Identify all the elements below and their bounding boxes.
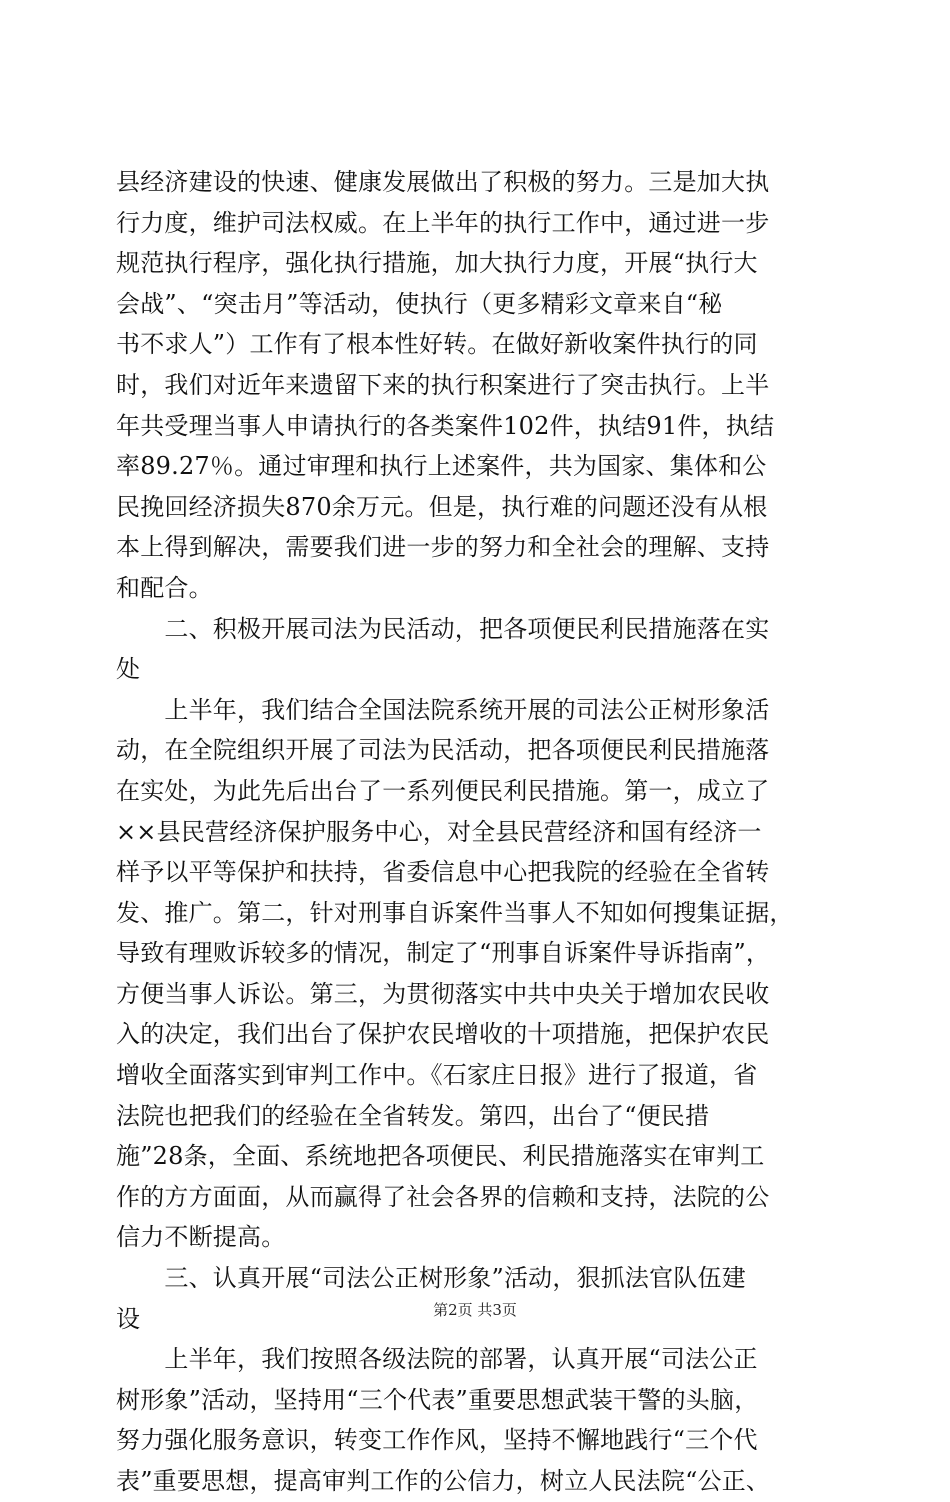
text-line: 信力不断提高。 xyxy=(116,1223,286,1252)
text-line: 在实处，为此先后出台了一系列便民利民措施。第一，成立了 xyxy=(116,776,770,805)
section-heading: 三、认真开展“司法公正树形象”活动，狠抓法官队伍建 xyxy=(116,1264,746,1293)
text-line: 会战”、“突击月”等活动，使执行（更多精彩文章来自“秘 xyxy=(116,289,723,318)
text-line: 树形象”活动，坚持用“三个代表”重要思想武装干警的头脑， xyxy=(116,1385,759,1414)
text-line: 方便当事人诉讼。第三，为贯彻落实中共中央关于增加农民收 xyxy=(116,979,770,1008)
text-line: 导致有理败诉较多的情况，制定了“刑事自诉案件导诉指南”， xyxy=(116,939,771,968)
text-line: 县经济建设的快速、健康发展做出了积极的努力。三是加大执 xyxy=(116,168,770,196)
text-line: 上半年，我们按照各级法院的部署，认真开展“司法公正 xyxy=(116,1345,758,1374)
text-line: 本上得到解决，需要我们进一步的努力和全社会的理解、支持 xyxy=(116,533,770,562)
section-heading: 设 xyxy=(116,1304,141,1333)
text-line: 作的方方面面，从而赢得了社会各界的信赖和支持，法院的公 xyxy=(116,1182,770,1211)
text-line: 率89.27％。通过审理和执行上述案件，共为国家、集体和公 xyxy=(116,452,767,481)
text-line: 民挽回经济损失870余万元。但是，执行难的问题还没有从根 xyxy=(116,492,768,521)
text-line: 表”重要思想，提高审判工作的公信力，树立人民法院“公正、 xyxy=(116,1467,771,1495)
section-heading: 二、积极开展司法为民活动，把各项便民利民措施落在实 xyxy=(116,614,770,643)
text-line: 和配合。 xyxy=(116,573,213,602)
text-line: 书不求人”）工作有了根本性好转。在做好新收案件执行的同 xyxy=(116,330,758,359)
page-number-footer: 第2页 共3页 xyxy=(433,1301,517,1319)
text-line: ××县民营经济保护服务中心，对全县民营经济和国有经济一 xyxy=(116,817,762,846)
text-line: 法院也把我们的经验在全省转发。第四，出台了“便民措 xyxy=(116,1101,710,1130)
text-line: 行力度，维护司法权威。在上半年的执行工作中，通过进一步 xyxy=(116,208,770,237)
text-line: 增收全面落实到审判工作中。《石家庄日报》进行了报道，省 xyxy=(116,1061,758,1090)
text-line: 发、推广。第二，针对刑事自诉案件当事人不知如何搜集证据， xyxy=(116,898,794,927)
text-line: 上半年，我们结合全国法院系统开展的司法公正树形象活 xyxy=(116,695,770,724)
text-line: 样予以平等保护和扶持，省委信息中心把我院的经验在全省转 xyxy=(116,858,770,887)
text-line: 施”28条，全面、系统地把各项便民、利民措施落实在审判工 xyxy=(116,1142,765,1171)
text-line: 时，我们对近年来遗留下来的执行积案进行了突击执行。上半 xyxy=(116,370,770,399)
text-line: 努力强化服务意识，转变工作作风，坚持不懈地践行“三个代 xyxy=(116,1426,758,1455)
section-heading: 处 xyxy=(116,655,141,684)
text-line: 规范执行程序，强化执行措施，加大执行力度，开展“执行大 xyxy=(116,249,758,278)
text-line: 入的决定，我们出台了保护农民增收的十项措施，把保护农民 xyxy=(116,1020,770,1049)
text-line: 动，在全院组织开展了司法为民活动，把各项便民利民措施落 xyxy=(116,736,770,765)
text-line: 年共受理当事人申请执行的各类案件102件，执结91件，执结 xyxy=(116,411,775,440)
